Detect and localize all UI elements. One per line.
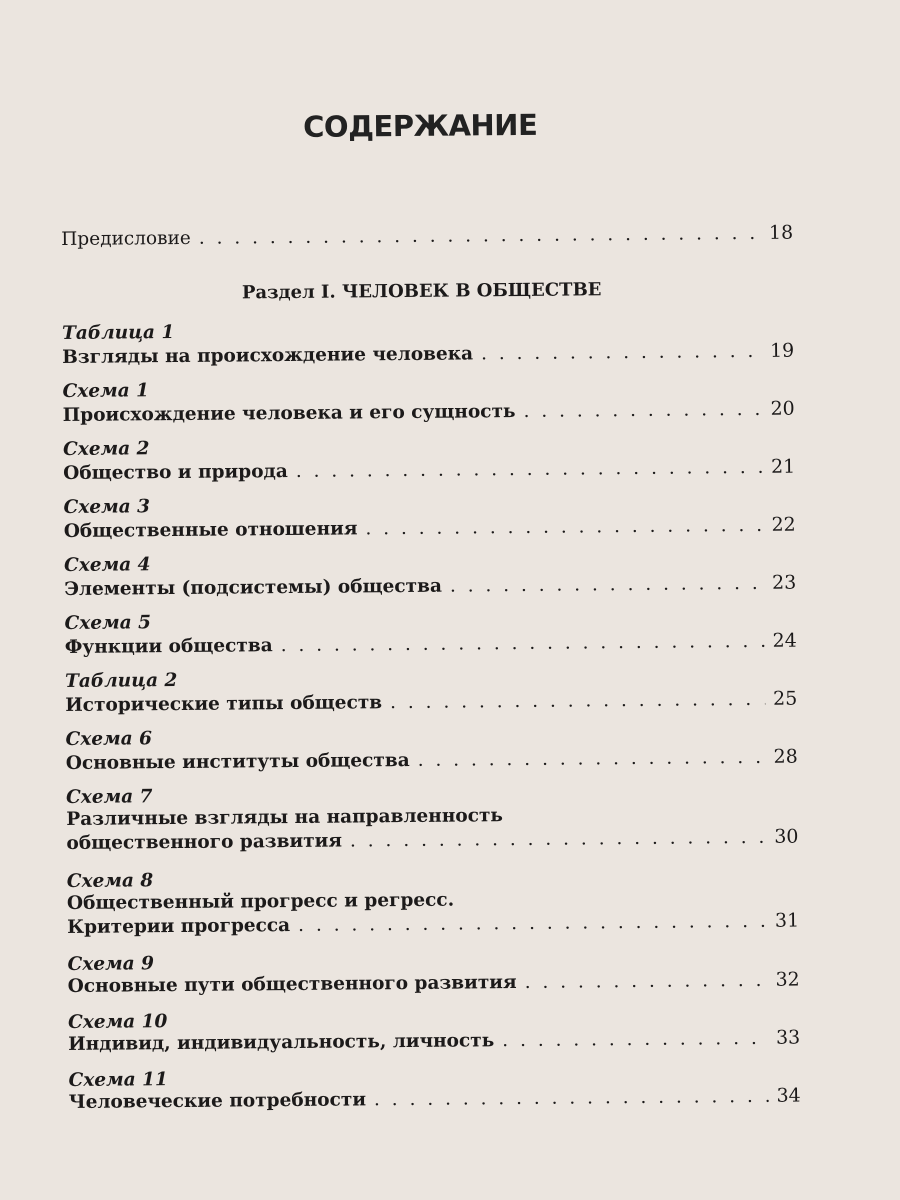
entry-label: Таблица 2 [64,669,178,692]
entry-label: Схема 10 [67,1011,168,1033]
entry-page: 19 [769,339,795,362]
entry-page: 22 [771,513,796,536]
entry-title: Индивид, индивидуальность, личность [68,1030,495,1055]
entry-page: 25 [772,687,798,710]
entry-page: 21 [770,455,796,478]
dot-leader [374,1086,769,1110]
entry-label: Схема 2 [62,438,150,460]
dot-leader [298,911,767,936]
entry-page: 33 [775,1026,801,1049]
entry-title: Основные пути общественного развития [67,972,517,997]
entry-page: 28 [773,745,798,768]
dot-leader [350,827,766,852]
dot-leader [481,341,762,364]
entry-title-line1: Общественный прогресс и регресс. [66,889,455,914]
entry-title: Общество и природа [63,461,288,484]
entry-label: Схема 6 [65,728,153,750]
dot-leader [281,631,765,656]
entry-label: Схема 9 [67,953,155,975]
entry-page: 34 [776,1084,801,1107]
entry-page: 32 [775,968,800,991]
entry-label: Схема 5 [64,612,152,634]
dot-leader [365,515,763,539]
dot-leader [525,970,768,993]
toc-entry [65,688,797,716]
page-title: СОДЕРЖАНИЕ [303,107,538,144]
toc-entry [67,910,799,938]
entry-label: Таблица 1 [61,322,175,344]
toc-entry [63,456,795,484]
entry-page: 24 [772,629,797,652]
dot-leader [450,573,764,597]
entry-label: Схема 7 [65,786,153,808]
toc-entry [66,746,798,774]
entry-title: Функции общества [64,635,273,658]
entry-title: Основные институты общества [65,749,410,774]
dot-leader [418,747,766,771]
entry-page: 30 [774,825,799,848]
section-heading: Раздел I. ЧЕЛОВЕК В ОБЩЕСТВЕ [241,279,602,304]
entry-title: Человеческие потребности [68,1089,367,1113]
entry-title: Критерии прогресса [67,915,291,938]
entry-page: 20 [770,397,795,420]
toc-entry [68,969,800,997]
entry-label: Схема 1 [62,380,150,402]
toc-entry [63,398,795,426]
toc-entry [65,630,797,658]
entry-label: Схема 3 [63,496,151,518]
toc-entry [64,514,796,542]
entry-title: Взгляды на происхождение человека [62,343,474,368]
dot-leader [523,399,762,422]
entry-title: Элементы (подсистемы) общества [64,575,443,600]
toc-entry [69,1085,801,1113]
dot-leader [390,689,765,713]
entry-title: Исторические типы обществ [65,692,383,716]
entry-title: общественного развития [66,830,343,854]
entry-title: Предисловие [61,227,191,250]
entry-page: 31 [774,909,800,932]
entry-title-line1: Различные взгляды на направленность [66,805,504,830]
toc-entry [64,572,796,600]
entry-label: Схема 8 [66,870,154,892]
entry-page: 18 [768,221,794,244]
toc-entry [66,826,798,854]
entry-title: Общественные отношения [63,518,358,542]
entry-label: Схема 11 [68,1069,168,1091]
entry-label: Схема 4 [63,554,151,576]
toc-entry [68,1027,800,1055]
dot-leader [199,223,761,249]
toc-entry-preface [61,222,793,250]
dot-leader [296,457,763,482]
entry-page: 23 [771,571,797,594]
dot-leader [502,1028,768,1051]
toc-entry [62,340,794,368]
entry-title: Происхождение человека и его сущность [62,401,516,426]
